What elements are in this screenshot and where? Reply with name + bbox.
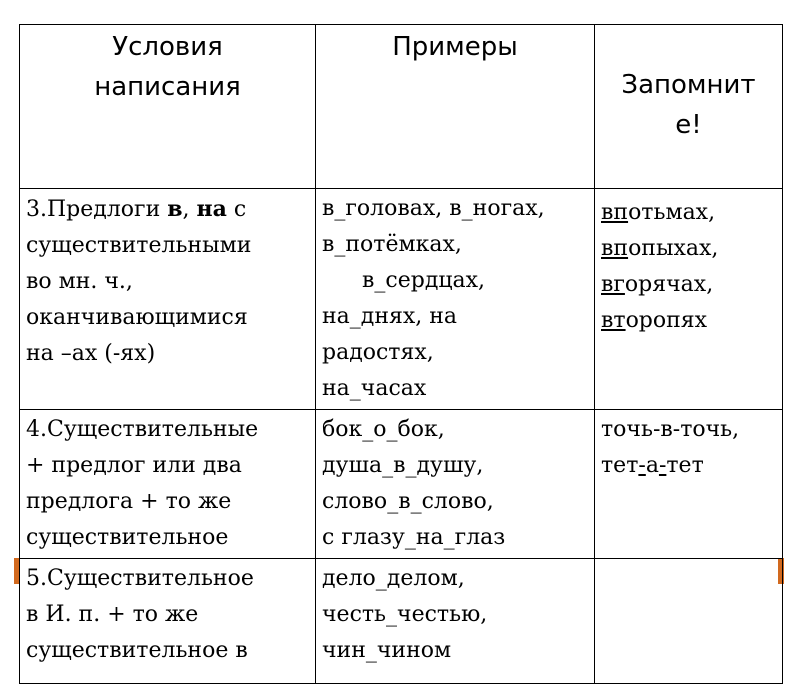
header-remember: Запомнит е!	[595, 25, 783, 189]
header-row	[20, 25, 783, 189]
table-row	[20, 410, 783, 559]
examples-cell: в_головах, в_ногах, в_потёмках, в_сердцах, на_днях, на радостях, на_часах	[316, 189, 595, 410]
rule-cell: 4.Существительные + предлог или два предлога + то же существительное	[20, 410, 316, 559]
remember-cell-empty	[595, 559, 783, 684]
table-row	[20, 559, 783, 684]
examples-cell: дело_делом, честь_честью, чин_чином	[316, 559, 595, 684]
remember-cell: впотьмах, впопыхах, вгорячах, второпях	[595, 189, 783, 410]
table-row	[20, 189, 783, 410]
header-conditions: Условия написания	[20, 25, 316, 189]
rule-cell: 5.Существительное в И. п. + то же существительное в	[20, 559, 316, 684]
spelling-rules-table	[19, 24, 783, 684]
examples-cell: бок_о_бок, душа_в_душу, слово_в_слово, с глазу_на_глаз	[316, 410, 595, 559]
header-examples: Примеры	[316, 25, 595, 189]
remember-cell: точь-в-точь, тет-а-тет	[595, 410, 783, 559]
rule-cell: 3.Предлоги в, на с существительными во мн. ч., оканчивающимися на –ах (-ях)	[20, 189, 316, 410]
